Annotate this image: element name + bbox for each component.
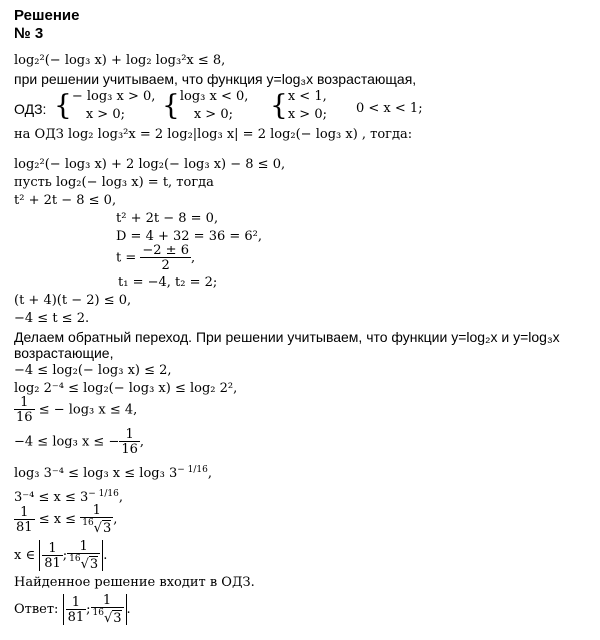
odz-s2-cond-a: log₃ x < 0, — [179, 89, 249, 104]
l23-numerator-2: 1 — [79, 539, 88, 554]
quadratic-inequality: t² + 2t − 8 ≤ 0, — [14, 193, 117, 208]
odz-result: 0 < x < 1; — [356, 101, 423, 116]
l22-end: , — [113, 512, 118, 527]
l19-lhs: −4 ≤ log₃ x ≤ − — [14, 434, 120, 450]
brace-icon: { — [270, 88, 288, 122]
l23-denominator-1: 81 — [44, 555, 61, 571]
substitution: пусть log₂(− log₃ x) = t, тогда — [14, 175, 214, 190]
l23-separator: ; — [62, 548, 68, 563]
odz-system-2 — [162, 88, 248, 123]
roots-formula: t = $\frac{-2 \pm 6}{2}$ , — [116, 243, 196, 273]
fraction-inequality-1 — [14, 396, 137, 424]
inequality-line: log₂²(− log₃ x) + log₂ log₃²x ≤ 8, — [14, 53, 226, 68]
odz-s1-cond-a: − log₃ x > 0, — [71, 89, 156, 104]
l22-denominator-1: 81 — [16, 519, 33, 535]
l19-end: , — [139, 434, 145, 450]
answer-numerator-2: 1 — [102, 593, 112, 608]
l22-numerator-2: 1 — [92, 503, 101, 518]
l18-numerator: 1 — [20, 395, 29, 410]
answer-label: Ответ: — [14, 602, 59, 617]
discriminant: D = 4 + 32 = 36 = 6², — [116, 229, 263, 244]
solution-set: x ∈ $\frac{1}{81}$ ; $\frac{1}{^{16}√3}$ . — [14, 539, 108, 572]
factored-inequality: (t + 4)(t − 2) ≤ 0, — [14, 293, 132, 308]
odz-s3-cond-a: x < 1, — [287, 89, 327, 104]
root-index: 16 — [69, 554, 81, 564]
l21-exponent: − 1/16 — [88, 489, 119, 499]
solution-title: Решение — [14, 7, 80, 24]
brace-icon: { — [54, 88, 72, 122]
l19-denominator: 16 — [121, 442, 138, 457]
l22-numerator-1: 1 — [20, 504, 29, 520]
l23-lhs: x ∈ — [14, 548, 36, 563]
l21-end: , — [118, 490, 124, 505]
answer-numerator-1: 1 — [71, 594, 80, 610]
brace-icon: { — [162, 88, 180, 122]
roots-numerator: −2 ± 6 — [142, 243, 189, 258]
root-index: 16 — [92, 608, 104, 618]
x-bounds-powers — [14, 490, 123, 504]
odz-s3-cond-b: x > 0; — [287, 106, 327, 122]
roots-denominator: 2 — [140, 257, 191, 272]
problem-number: № 3 — [14, 25, 44, 42]
l20-exponent: − 1/16 — [177, 465, 208, 475]
l20-lhs: log₃ 3⁻⁴ ≤ log₃ x ≤ log₃ 3 — [14, 466, 178, 481]
log-powers: log₂ 2⁻⁴ ≤ log₂(− log₃ x) ≤ log₂ 2², — [14, 381, 238, 396]
l18-rest: ≤ − log₃ x ≤ 4, — [38, 402, 138, 418]
radicand: 3 — [102, 521, 112, 536]
roots-lhs: t = — [116, 250, 137, 266]
x-bounds-fractions: $\frac{1}{81}$ ≤ x ≤ $\frac{1}{^{16}√3}$ , — [16, 503, 118, 536]
l22-middle: ≤ x ≤ — [38, 512, 77, 527]
odz-check: Найденное решение входит в ОДЗ. — [14, 575, 255, 590]
l23-numerator-1: 1 — [48, 540, 57, 556]
answer: Ответ: $\frac{1}{81}$ ; $\frac{1}{^{16}√3}$ . — [14, 593, 131, 626]
odz-s2-cond-b: x > 0; — [193, 106, 233, 122]
odz-system-1 — [54, 88, 155, 123]
quadratic-equation: t² + 2t − 8 = 0, — [116, 211, 219, 226]
l19-numerator: 1 — [125, 427, 134, 442]
monotonic-note: при решении учитываем, что функция y=log₃x возрастающая, — [14, 71, 417, 87]
fraction-inequality-2 — [14, 428, 144, 456]
radicand: 3 — [113, 611, 122, 626]
answer-end: . — [126, 602, 131, 617]
odz-transform: на ОДЗ log₂ log₃²x = 2 log₂|log₃ x| = 2 log₂(− log₃ x) , тогда: — [14, 127, 413, 142]
l21-lhs: 3⁻⁴ ≤ x ≤ 3 — [14, 490, 89, 505]
radicand: 3 — [89, 557, 99, 572]
log-range: −4 ≤ log₂(− log₃ x) ≤ 2, — [14, 363, 172, 378]
l20-end: , — [207, 466, 212, 481]
root-index: 16 — [82, 518, 94, 528]
rewritten-inequality: log₂²(− log₃ x) + 2 log₂(− log₃ x) − 8 ≤ 0, — [14, 157, 286, 172]
answer-separator: ; — [86, 602, 91, 617]
odz-system-3 — [270, 88, 327, 123]
roots-values: t₁ = −4, t₂ = 2; — [118, 275, 218, 290]
reverse-transition-text: Делаем обратный переход. При решении учитываем, что функции y=log₂x и y=log₃x — [14, 329, 560, 345]
l18-denominator: 16 — [16, 410, 33, 425]
t-range: −4 ≤ t ≤ 2. — [14, 311, 90, 326]
l23-end: . — [103, 548, 108, 563]
log3-powers — [14, 466, 212, 480]
increasing-note: возрастающие, — [14, 345, 114, 361]
odz-s1-cond-b: x > 0; — [85, 106, 125, 122]
odz-label: ОДЗ: — [14, 101, 47, 117]
answer-denominator-1: 81 — [67, 609, 85, 625]
